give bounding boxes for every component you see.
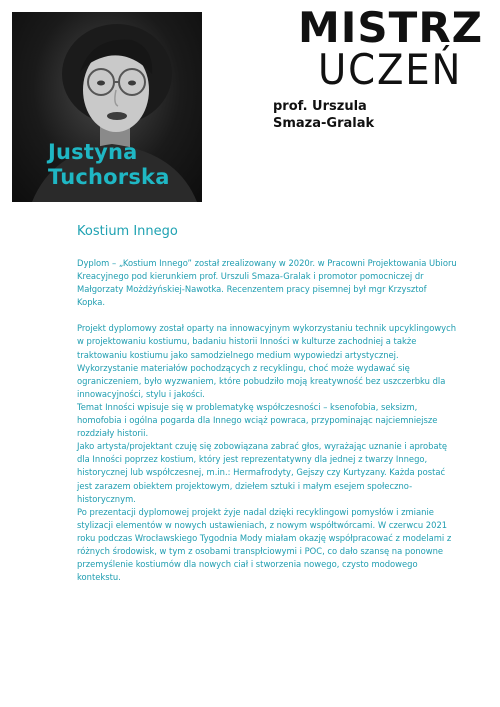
supervisor-line-2: Smaza-Gralak — [273, 116, 375, 131]
paragraph: Jako artysta/projektant czuję się zobowiązana zabrać głos, wyrażając uznanie i aprobatę dla Inności poprzez kostium, który jest reprezentatywny dla jednej z twarzy Innego, historycznej lub współczesnej, m.in.: Hermafrodyty, Gejszy czy Kurtyzany. Każda postać jest zarazem obiektem projektowym, dziełem sztuki i małym esejem społeczno-historycznym. — [77, 441, 448, 504]
paragraph: Dyplom – „Kostium Innego” został zrealizowany w 2020r. w Pracowni Projektowania Ubioru Kreacyjnego pod kierunkiem prof. Urszuli Smaza-Gralak i promotor pomocniczej dr Małgorzaty Możdżyńskiej-Nawotka. Recenzentem pracy pisemnej był mgr Krzysztof Kopka. — [77, 258, 457, 308]
logo-line-2: UCZEŃ — [318, 45, 463, 94]
student-first-name: Justyna — [48, 140, 138, 164]
paragraph: Temat Inności wpisuje się w problematykę współczesności – ksenofobia, seksizm, homofobia i ogólna pogarda dla Innego wciąż powraca, przypominając najciemniejsze rozdziały historii. — [77, 401, 438, 439]
supervisor-name — [273, 98, 374, 132]
description-text — [77, 257, 457, 584]
work-title: Kostium Innego — [77, 224, 178, 239]
logo-line-1: MISTRZ — [298, 3, 484, 52]
student-portrait — [12, 12, 202, 202]
paragraph: Po prezentacji dyplomowej projekt żyje nadal dzięki recyklingowi pomysłów i zmianie stylizacji elementów w nowych ustawieniach, z nowym współtwórcami. W czerwcu 2021 roku podczas Wrocławskiego Tygodnia Mody miałam okazję współpracować z modelami z różnych środowisk, w tym z osobami transpłciowymi i POC, co dało szansę na ponowne przemyślenie kostiumów dla nowych ciał i stworzenia nowego, czysto modowego kontekstu. — [77, 506, 452, 583]
paragraph: Wykorzystanie materiałów pochodzących z recyklingu, choć może wydawać się ograniczeniem, było wyzwaniem, które pobudziło moją kreatywność bez uszczerbku dla innowacyjności, stylu i jakości. — [77, 362, 446, 399]
mistrz-uczen-logo — [298, 3, 488, 94]
paragraph: Projekt dyplomowy został oparty na innowacyjnym wykorzystaniu technik upcyklingowych w projektowaniu kostiumu, badaniu historii Inności w kulturze zachodniej a także traktowaniu kostiumu jako samodzielnego medium wypowiedzi artystycznej. — [77, 323, 457, 360]
supervisor-line-1: prof. Urszula — [273, 99, 367, 114]
student-name — [48, 140, 170, 190]
student-last-name: Tuchorska — [48, 165, 170, 189]
